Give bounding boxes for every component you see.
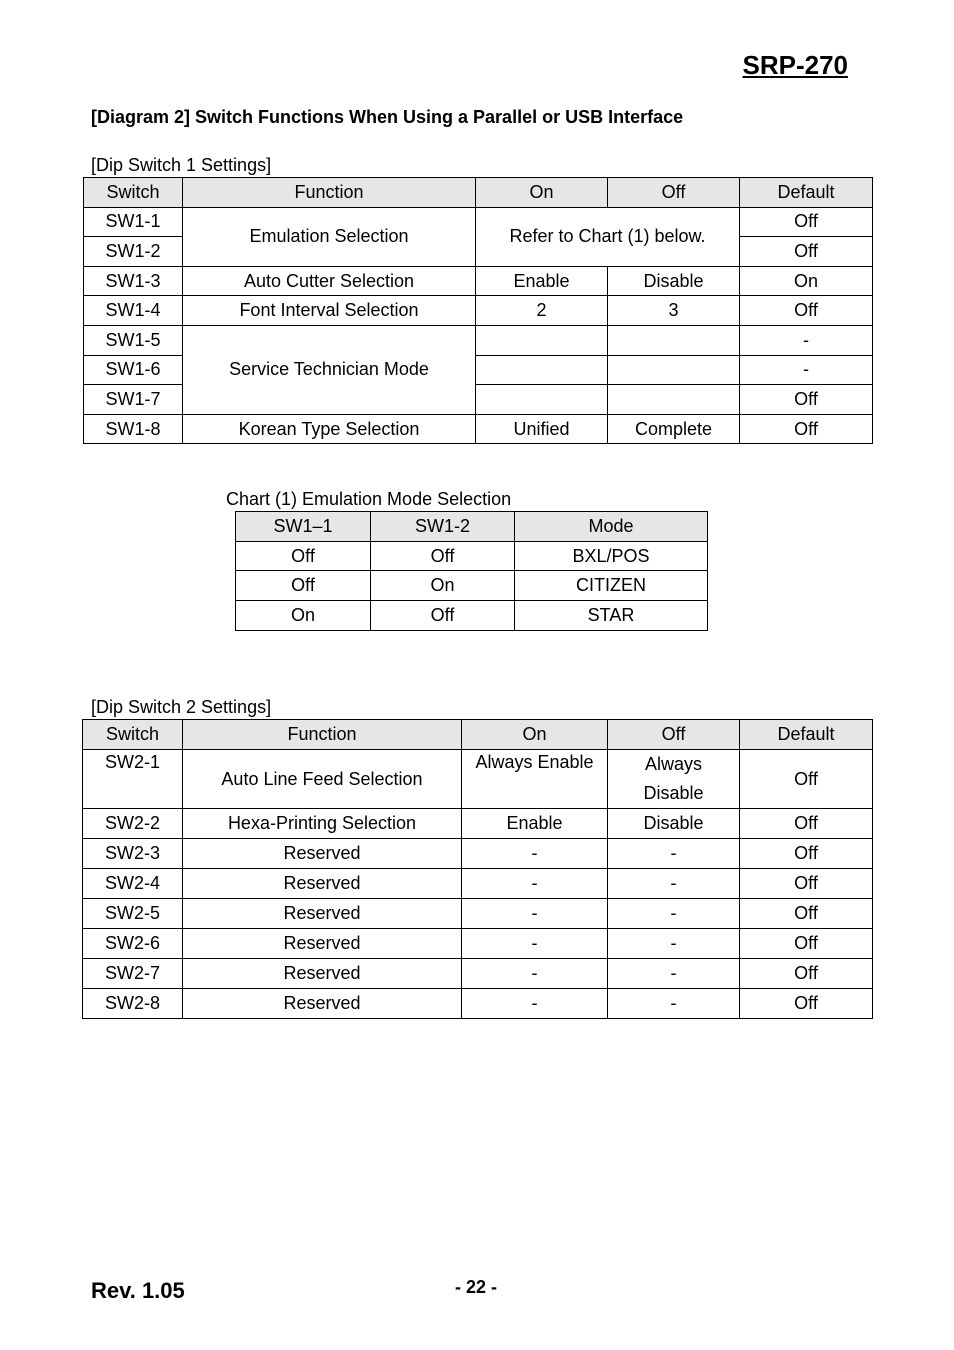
header-cell: Switch (83, 720, 183, 750)
off-cell: - (608, 899, 740, 929)
dip1-caption: [Dip Switch 1 Settings] (91, 155, 272, 175)
switch-cell: SW2-7 (83, 959, 183, 989)
switch-cell: SW2-8 (83, 989, 183, 1019)
dip-switch-1-table (83, 177, 873, 444)
default-cell: Off (740, 929, 873, 959)
function-cell: Reserved (183, 839, 462, 869)
mode-cell: CITIZEN (515, 571, 708, 601)
model-title: SRP-270 (742, 50, 848, 80)
on-cell: - (462, 839, 608, 869)
function-cell: Auto Cutter Selection (183, 266, 476, 296)
function-cell: Font Interval Selection (183, 296, 476, 326)
switch-cell: SW2-6 (83, 929, 183, 959)
switch-cell: SW2-2 (83, 809, 183, 839)
switch-cell: SW1-3 (84, 266, 183, 296)
function-cell: Korean Type Selection (183, 414, 476, 444)
sw1-2-cell: Off (371, 601, 515, 631)
header-cell: Default (740, 720, 873, 750)
on-cell (476, 355, 608, 385)
default-cell: Off (740, 207, 873, 237)
switch-cell: SW1-7 (84, 385, 183, 415)
switch-cell: SW1-5 (84, 325, 183, 355)
off-cell (608, 355, 740, 385)
header-cell: Function (183, 720, 462, 750)
header-cell: On (476, 178, 608, 208)
table-row (83, 839, 873, 869)
switch-cell: SW2-3 (83, 839, 183, 869)
table-row (84, 296, 873, 326)
diagram-title: [Diagram 2] Switch Functions When Using a Parallel or USB Interface (91, 107, 684, 127)
off-cell: - (608, 839, 740, 869)
emulation-mode-table (235, 511, 708, 631)
off-cell: 3 (608, 296, 740, 326)
default-cell: Off (740, 385, 873, 415)
table-row (83, 750, 873, 809)
on-cell (476, 325, 608, 355)
switch-cell: SW1-2 (84, 237, 183, 267)
mode-cell: STAR (515, 601, 708, 631)
header-cell: Off (608, 178, 740, 208)
function-cell: Service Technician Mode (183, 325, 476, 414)
table-row (83, 989, 873, 1019)
function-cell: Reserved (183, 929, 462, 959)
revision-label: Rev. 1.05 (91, 1278, 185, 1303)
switch-cell: SW1-6 (84, 355, 183, 385)
table-row (83, 899, 873, 929)
off-cell: - (608, 959, 740, 989)
default-cell: Off (740, 839, 873, 869)
off-cell: Always Disable (608, 750, 740, 809)
default-cell: Off (740, 899, 873, 929)
table-row (83, 959, 873, 989)
table-row (84, 414, 873, 444)
on-off-cell: Refer to Chart (1) below. (476, 207, 740, 266)
function-cell: Emulation Selection (183, 207, 476, 266)
default-cell: Off (740, 296, 873, 326)
function-cell: Reserved (183, 869, 462, 899)
table-row (84, 325, 873, 355)
switch-cell: SW2-1 (83, 750, 183, 809)
on-cell: - (462, 899, 608, 929)
default-cell: Off (740, 750, 873, 809)
function-cell: Reserved (183, 989, 462, 1019)
function-cell: Reserved (183, 899, 462, 929)
header-cell: SW1-2 (371, 512, 515, 542)
default-cell: Off (740, 237, 873, 267)
default-cell: Off (740, 989, 873, 1019)
off-cell (608, 385, 740, 415)
default-cell: - (740, 325, 873, 355)
on-cell (476, 385, 608, 415)
header-cell: On (462, 720, 608, 750)
default-cell: Off (740, 809, 873, 839)
default-cell: Off (740, 869, 873, 899)
default-cell: - (740, 355, 873, 385)
off-cell: Disable (608, 809, 740, 839)
on-cell: - (462, 929, 608, 959)
off-cell: Complete (608, 414, 740, 444)
table-row (236, 541, 708, 571)
header-cell: Function (183, 178, 476, 208)
switch-cell: SW2-5 (83, 899, 183, 929)
mode-cell: BXL/POS (515, 541, 708, 571)
function-cell: Reserved (183, 959, 462, 989)
dip2-caption: [Dip Switch 2 Settings] (91, 697, 272, 717)
off-cell: Disable (608, 266, 740, 296)
switch-cell: SW1-4 (84, 296, 183, 326)
sw1-1-cell: Off (236, 541, 371, 571)
off-cell (608, 325, 740, 355)
header-cell: Default (740, 178, 873, 208)
table-header-row (236, 512, 708, 542)
table-row (236, 571, 708, 601)
header-cell: Off (608, 720, 740, 750)
function-cell: Auto Line Feed Selection (183, 750, 462, 809)
table-row (236, 601, 708, 631)
header-cell: Switch (84, 178, 183, 208)
sw1-2-cell: On (371, 571, 515, 601)
default-cell: Off (740, 959, 873, 989)
page-number: - 22 - (455, 1277, 498, 1297)
on-cell: Enable (462, 809, 608, 839)
chart1-caption: Chart (1) Emulation Mode Selection (226, 489, 512, 509)
default-cell: Off (740, 414, 873, 444)
on-cell: - (462, 989, 608, 1019)
header-cell: Mode (515, 512, 708, 542)
table-row (84, 266, 873, 296)
table-header-row (84, 178, 873, 208)
switch-cell: SW1-8 (84, 414, 183, 444)
table-row (83, 929, 873, 959)
header-cell: SW1–1 (236, 512, 371, 542)
on-cell: Always Enable (462, 750, 608, 809)
switch-cell: SW1-1 (84, 207, 183, 237)
sw1-1-cell: On (236, 601, 371, 631)
table-row (84, 207, 873, 237)
on-cell: 2 (476, 296, 608, 326)
sw1-2-cell: Off (371, 541, 515, 571)
on-cell: Unified (476, 414, 608, 444)
sw1-1-cell: Off (236, 571, 371, 601)
dip-switch-2-table (82, 719, 873, 1019)
off-cell: - (608, 869, 740, 899)
switch-cell: SW2-4 (83, 869, 183, 899)
off-cell: - (608, 989, 740, 1019)
off-cell: - (608, 929, 740, 959)
default-cell: On (740, 266, 873, 296)
on-cell: - (462, 869, 608, 899)
on-cell: - (462, 959, 608, 989)
table-row (83, 869, 873, 899)
on-cell: Enable (476, 266, 608, 296)
function-cell: Hexa-Printing Selection (183, 809, 462, 839)
table-row (83, 809, 873, 839)
table-header-row (83, 720, 873, 750)
